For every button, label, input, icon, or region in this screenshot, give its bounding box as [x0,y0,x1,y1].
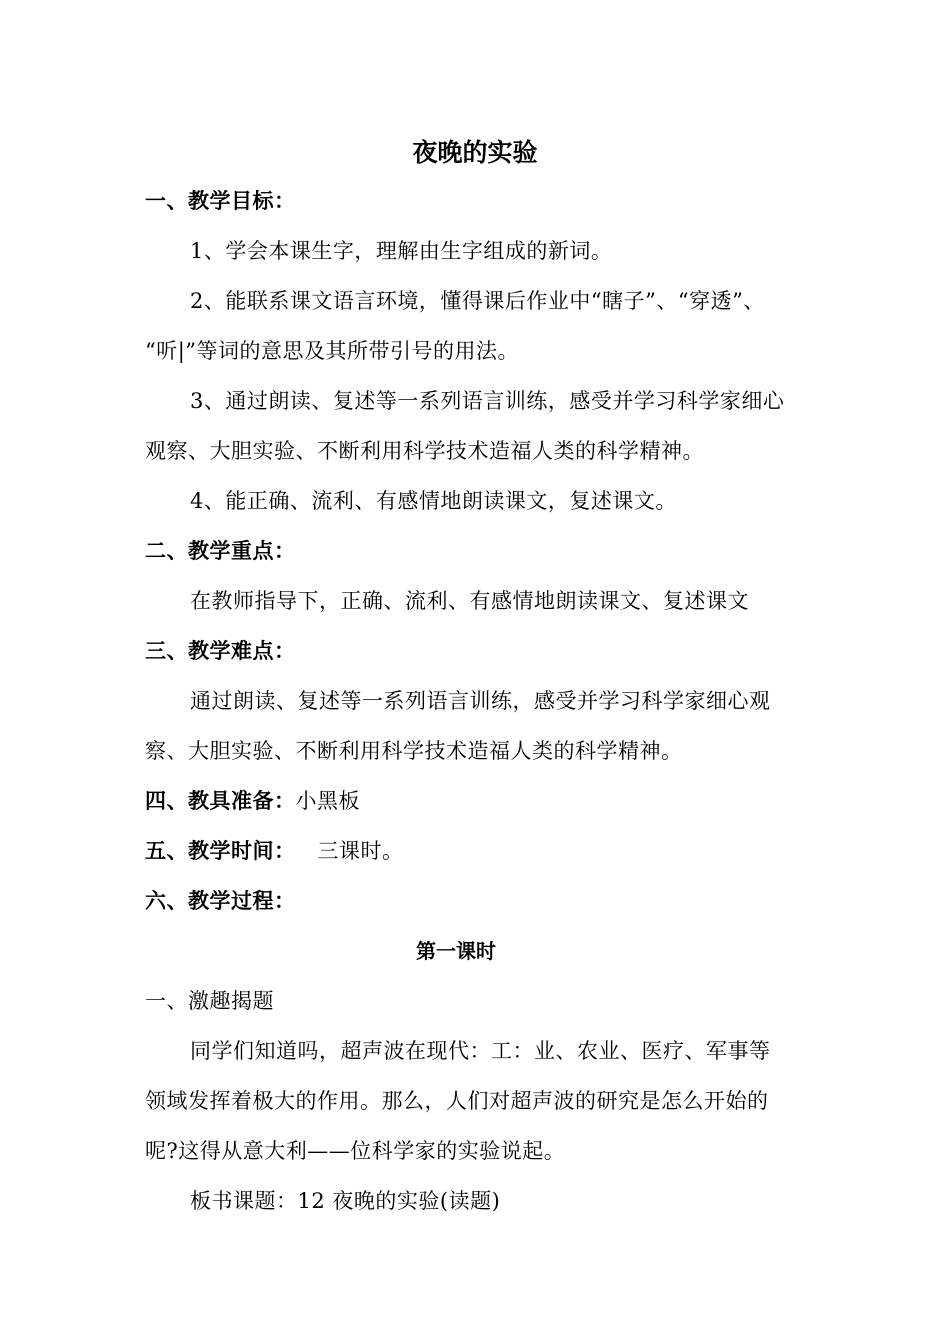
materials-text: 小黑板 [295,789,360,813]
step1-heading: 一、激趣揭题 [145,989,274,1013]
objective-item-2: 2、能联系课文语言环境，懂得课后作业中“瞎子”、“穿透”、 [190,289,765,313]
materials-heading: 四、教具准备： [145,789,296,813]
blackboard-title: 板书课题：12 夜晚的实验(读题) [190,1189,501,1213]
objective-item-3: 3、通过朗读、复述等一系列语言训练，感受并学习科学家细心 [190,389,785,413]
objective-item-1: 1、学会本课生字，理解由生字组成的新词。 [190,239,613,263]
difficulties-line-1: 通过朗读、复述等一系列语言训练，感受并学习科学家细心观 [190,689,771,713]
process-heading: 六、教学过程： [145,889,296,913]
key-points-heading: 二、教学重点： [145,539,296,563]
materials-row [145,786,825,816]
time-row [145,836,825,866]
lesson-para-line-2: 领域发挥着极大的作用。那么，人们对超声波的研究是怎么开始的 [145,1089,769,1113]
lesson-para-line-3: 呢?这得从意大利——位科学家的实验说起。 [145,1139,566,1163]
time-text: 三课时。 [317,839,404,863]
difficulties-line-2: 察、大胆实验、不断利用科学技术造福人类的科学精神。 [145,739,683,763]
objective-item-4: 4、能正确、流利、有感情地朗读课文，复述课文。 [190,489,677,513]
objective-item-3-cont: 观察、大胆实验、不断利用科学技术造福人类的科学精神。 [145,439,704,463]
objective-item-2-cont: “听|”等词的意思及其所带引号的用法。 [145,339,520,363]
lesson-title: 第一课时 [416,939,496,963]
key-points-text: 在教师指导下，正确、流利、有感情地朗读课文、复述课文 [190,589,749,613]
objectives-heading: 一、教学目标： [145,189,296,213]
lesson-para-line-1: 同学们知道吗，超声波在现代：工：业、农业、医疗、军事等 [190,1039,771,1063]
difficulties-heading: 三、教学难点： [145,639,296,663]
document-title: 夜晚的实验 [412,138,538,167]
time-heading: 五、教学时间： [145,839,296,863]
